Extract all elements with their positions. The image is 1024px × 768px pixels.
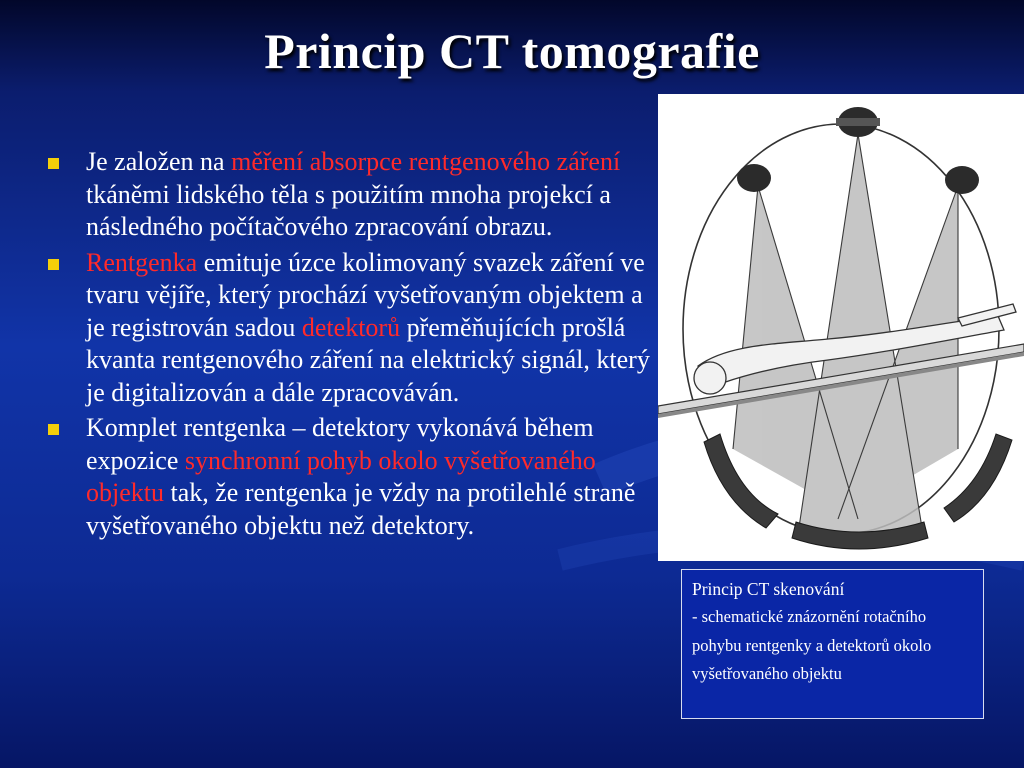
caption-title: Princip CT skenování (692, 579, 845, 599)
bullet-highlight: měření absorpce rentgenového záření (231, 147, 621, 176)
ct-diagram (658, 94, 1024, 561)
bullet-marker (48, 424, 59, 435)
bullet-text: přeměňujících prošlá kvanta rentgenového záření na elektrický signál, který je digitalizován a dále zpracováván. (86, 312, 650, 407)
ct-scan-illustration (658, 94, 1024, 561)
bullet-highlight: synchronní pohyb okolo vyšetřovaného objektu (86, 445, 596, 507)
bullet-highlight: detektorů (301, 312, 401, 342)
bullet-item (44, 146, 652, 244)
bullet-item (44, 412, 652, 542)
bullet-marker (48, 259, 59, 270)
bullet-list (44, 146, 652, 545)
bullet-text: Komplet rentgenka – detektory vykonává během expozice (86, 413, 594, 475)
bullet-item (44, 247, 652, 410)
bullet-text: tkáněmi lidského těla s použitím mnoha projekcí a následného počítačového zpracování obrazu. (86, 179, 611, 241)
figure-caption (681, 569, 984, 719)
caption-text: - schematické znázornění rotačního pohybu rentgenky a detektorů okolo vyšetřovaného objektu (692, 607, 932, 683)
bullet-highlight: Rentgenka (86, 247, 198, 277)
bullet-text: tak, že rentgenka je vždy na protilehlé straně vyšetřovaného objektu než detektory. (86, 478, 636, 540)
slide-title: Princip CT tomografie (264, 23, 760, 79)
bullet-text: emituje úzce kolimovaný svazek záření ve tvaru vějíře, který prochází vyšetřovaným objektem a je registrován sadou (86, 247, 645, 342)
bullet-marker (48, 158, 59, 169)
bullet-text: Je založen na (86, 147, 232, 176)
